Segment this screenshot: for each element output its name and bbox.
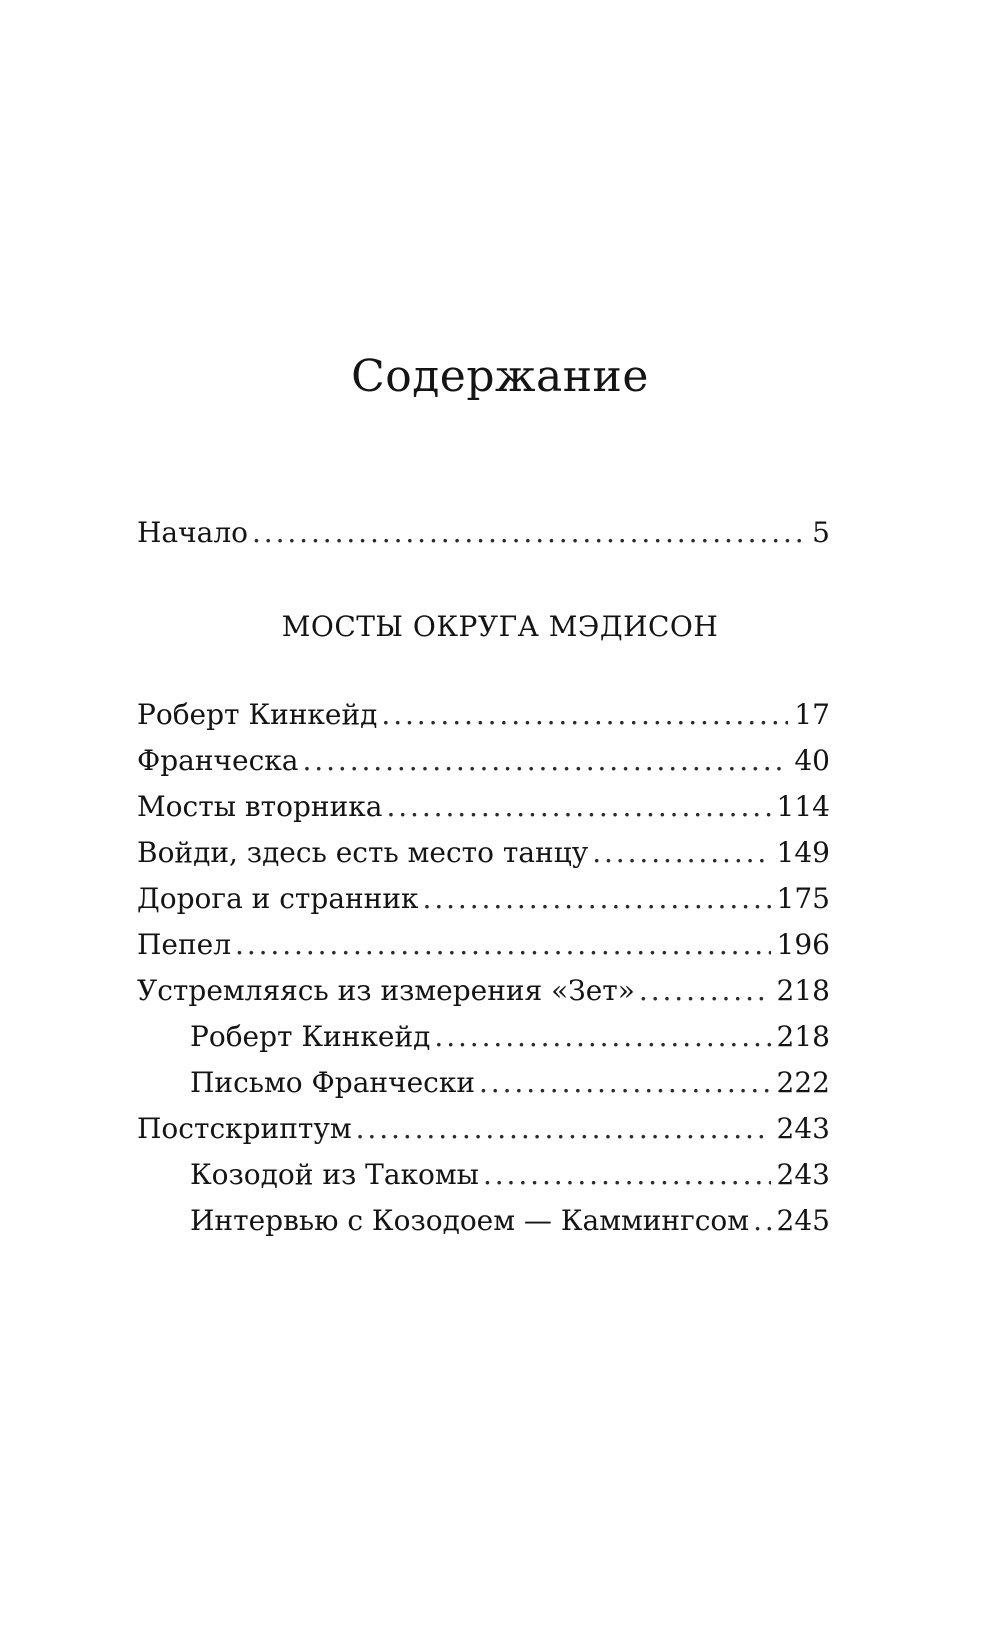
toc-entry-label: Роберт Кинкейд xyxy=(137,698,378,731)
toc-entry xyxy=(137,695,830,735)
toc-entry-label: Войди, здесь есть место танцу xyxy=(137,836,589,869)
dot-leader xyxy=(639,971,771,1011)
toc-entry-page: 222 xyxy=(776,1066,830,1099)
dot-leader xyxy=(235,925,771,965)
toc-entry-page: 175 xyxy=(776,882,830,915)
toc-entry xyxy=(137,925,830,965)
toc-entry-page: 149 xyxy=(776,836,830,869)
toc-entry-label: Роберт Кинкейд xyxy=(190,1020,431,1053)
toc-subentry xyxy=(190,1201,830,1241)
toc-entry-intro xyxy=(137,513,830,553)
dot-leader xyxy=(381,695,788,735)
toc-entry-label: Козодой из Такомы xyxy=(190,1158,479,1191)
dot-leader xyxy=(302,741,788,781)
dot-leader xyxy=(386,787,770,827)
toc-entry xyxy=(137,879,830,919)
toc-entry-page: 40 xyxy=(794,744,830,777)
dot-leader xyxy=(483,1155,771,1195)
dot-leader xyxy=(592,833,770,873)
toc-entry-page: 17 xyxy=(794,698,830,731)
toc-entry-page: 243 xyxy=(776,1158,830,1191)
toc-entry-label: Устремляясь из измерения «Зет» xyxy=(137,974,635,1007)
toc-subentry xyxy=(190,1063,830,1103)
dot-leader xyxy=(356,1109,771,1149)
toc-entry-page: 218 xyxy=(776,1020,830,1053)
toc-entry-label: Пепел xyxy=(137,928,232,961)
dot-leader xyxy=(434,1017,770,1057)
dot-leader xyxy=(423,879,771,919)
toc-entry-label: Франческа xyxy=(137,744,299,777)
toc-subentry xyxy=(190,1017,830,1057)
toc-entry-page: 218 xyxy=(776,974,830,1007)
dot-leader xyxy=(479,1063,771,1103)
toc-entry xyxy=(137,787,830,827)
toc-entry-label: Мосты вторника xyxy=(137,790,383,823)
toc-entry-page: 243 xyxy=(776,1112,830,1145)
toc-entry xyxy=(137,833,830,873)
toc-entry xyxy=(137,1109,830,1149)
toc-entry-page: 245 xyxy=(776,1204,830,1237)
toc-entry-label: Постскриптум xyxy=(137,1112,352,1145)
toc-entry-label: Начало xyxy=(137,516,248,549)
dot-leader xyxy=(753,1201,770,1241)
page-title: Содержание xyxy=(351,351,649,402)
toc-entry-label: Интервью с Козодоем — Каммингсом xyxy=(190,1204,750,1237)
toc-entry-label: Письмо Франчески xyxy=(190,1066,475,1099)
toc-entry-label: Дорога и странник xyxy=(137,882,419,915)
toc-subentry xyxy=(190,1155,830,1195)
toc-entry xyxy=(137,971,830,1011)
dot-leader xyxy=(252,513,806,553)
section-heading: МОСТЫ ОКРУГА МЭДИСОН xyxy=(281,610,719,643)
toc-entry-page: 196 xyxy=(776,928,830,961)
toc-entry-page: 114 xyxy=(776,790,830,823)
toc-entry-page: 5 xyxy=(812,516,830,549)
toc-entry xyxy=(137,741,830,781)
